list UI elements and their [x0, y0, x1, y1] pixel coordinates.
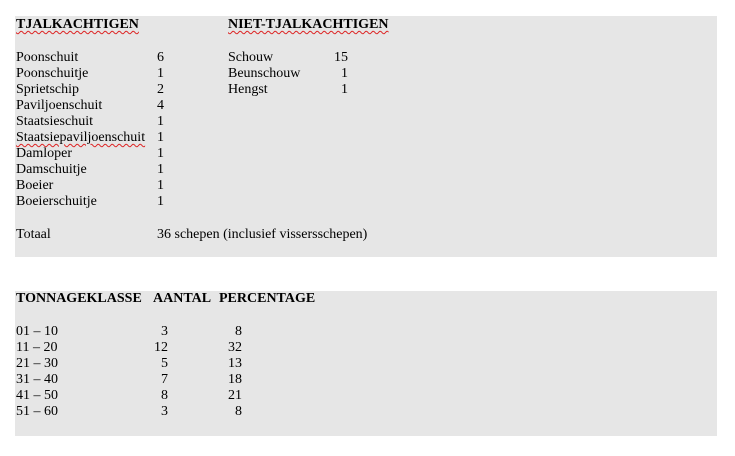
ship-type-name: Staatsiepaviljoenschuit	[16, 130, 146, 145]
tonnage-percentage: 8	[235, 404, 242, 419]
tonnage-class: 51 – 60	[16, 404, 58, 419]
ship-type-name: Damschuitje	[16, 162, 87, 177]
ship-type-count: 1	[341, 66, 348, 81]
header-aantal: AANTAL	[153, 291, 212, 306]
ship-type-count: 4	[157, 98, 164, 113]
tonnage-count: 5	[161, 356, 168, 371]
tonnage-percentage: 21	[228, 388, 242, 403]
tonnage-panel	[15, 291, 717, 436]
ship-type-count: 1	[157, 146, 164, 161]
ship-type-count: 6	[157, 50, 164, 65]
ship-type-name: Poonschuitje	[16, 66, 89, 81]
tonnage-count: 8	[161, 388, 168, 403]
ship-type-count: 2	[157, 82, 164, 97]
tonnage-percentage: 18	[228, 372, 242, 387]
tonnage-class: 31 – 40	[16, 372, 58, 387]
ship-type-count: 1	[157, 66, 164, 81]
tonnage-count: 12	[154, 340, 168, 355]
ship-type-name: Damloper	[16, 146, 72, 161]
ship-type-count: 15	[334, 50, 348, 65]
tonnage-count: 3	[161, 404, 168, 419]
tonnage-percentage: 32	[228, 340, 242, 355]
ship-type-count: 1	[341, 82, 348, 97]
header-tonnageklasse: TONNAGEKLASSE	[16, 291, 142, 306]
ship-type-name: Paviljoenschuit	[16, 98, 103, 113]
tonnage-percentage: 8	[235, 324, 242, 339]
header-percentage: PERCENTAGE	[219, 291, 316, 306]
ship-type-name: Boeierschuitje	[16, 194, 97, 209]
tonnage-class: 41 – 50	[16, 388, 58, 403]
total-label: Totaal	[16, 227, 51, 242]
ship-type-count: 1	[157, 114, 164, 129]
ship-type-count: 1	[157, 162, 164, 177]
tonnage-class: 11 – 20	[16, 340, 58, 355]
tonnage-percentage: 13	[228, 356, 242, 371]
tonnage-count: 7	[161, 372, 168, 387]
ship-type-name: Poonschuit	[16, 50, 79, 65]
heading-niet-tjalkachtigen: NIET-TJALKACHTIGEN	[228, 17, 389, 32]
heading-tjalkachtigen: TJALKACHTIGEN	[16, 17, 139, 32]
tonnage-count: 3	[161, 324, 168, 339]
ship-type-count: 1	[157, 130, 164, 145]
total-value: 36 schepen (inclusief vissersschepen)	[157, 227, 368, 242]
ship-type-name: Hengst	[228, 82, 268, 97]
ship-type-count: 1	[157, 194, 164, 209]
ship-type-name: Sprietschip	[16, 82, 79, 97]
ship-type-name: Staatsieschuit	[16, 114, 93, 129]
tonnage-class: 21 – 30	[16, 356, 58, 371]
ship-type-count: 1	[157, 178, 164, 193]
ship-type-name: Schouw	[228, 50, 274, 65]
ship-type-name: Boeier	[16, 178, 54, 193]
ship-type-name: Beunschouw	[228, 66, 301, 81]
tonnage-class: 01 – 10	[16, 324, 58, 339]
